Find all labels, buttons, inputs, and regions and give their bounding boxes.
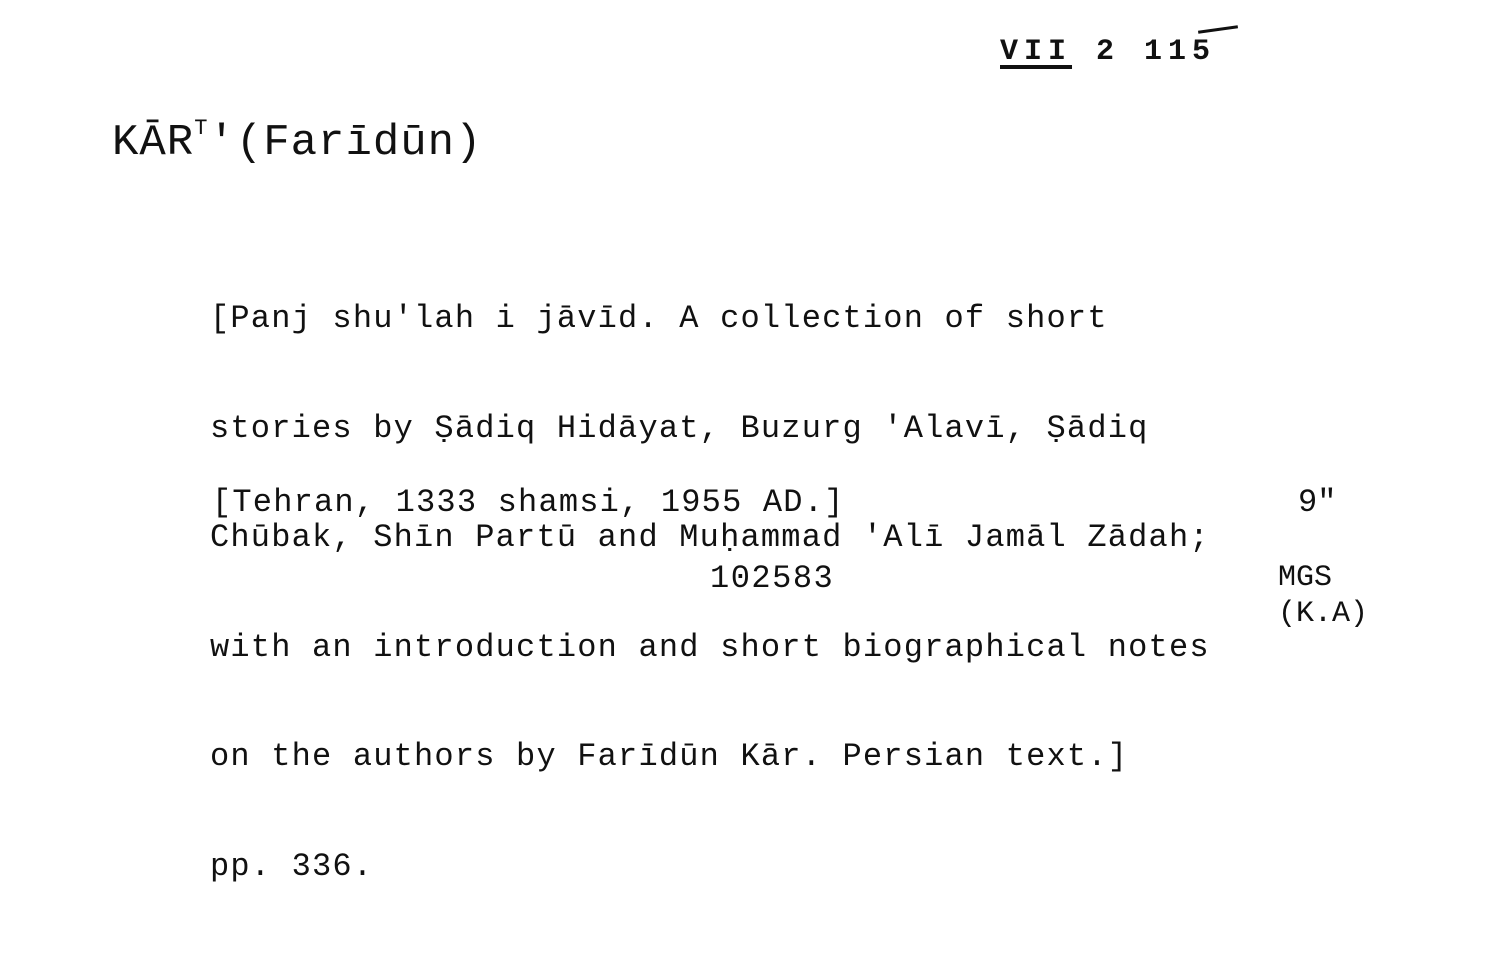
accession-number: 102583 <box>710 560 835 597</box>
author-heading <box>112 116 482 168</box>
size-note: 9" <box>1298 484 1337 521</box>
author-surname: KĀR <box>112 118 195 168</box>
shelfmark <box>1000 28 1238 69</box>
author-mark: T <box>194 116 209 141</box>
collection-code <box>1278 560 1368 632</box>
shelfmark-class: VII <box>1000 35 1073 69</box>
author-forename: '(Farīdūn) <box>208 118 483 168</box>
collection-main: MGS <box>1278 561 1333 595</box>
description-line: pp. 336. <box>210 847 374 885</box>
description-line: with an introduction and short biographical notes <box>210 628 1210 666</box>
shelfmark-number: 2 115 <box>1096 35 1217 69</box>
description-line: stories by Ṣādiq Hidāyat, Buzurg 'Alavī, Ṣādiq <box>210 409 1149 447</box>
collection-sub: (K.A) <box>1278 597 1369 631</box>
description-line: on the authors by Farīdūn Kār. Persian text.] <box>210 738 1129 775</box>
description-line: [Panj shu'lah i jāvīd. A collection of short <box>210 300 1108 337</box>
description-line: Chūbak, Shīn Partū and Muḥammad 'Alī Jamāl Zādah; <box>210 519 1210 556</box>
imprint: [Tehran, 1333 shamsi, 1955 AD.] <box>212 484 845 521</box>
shelfmark-stroke <box>1198 25 1238 34</box>
